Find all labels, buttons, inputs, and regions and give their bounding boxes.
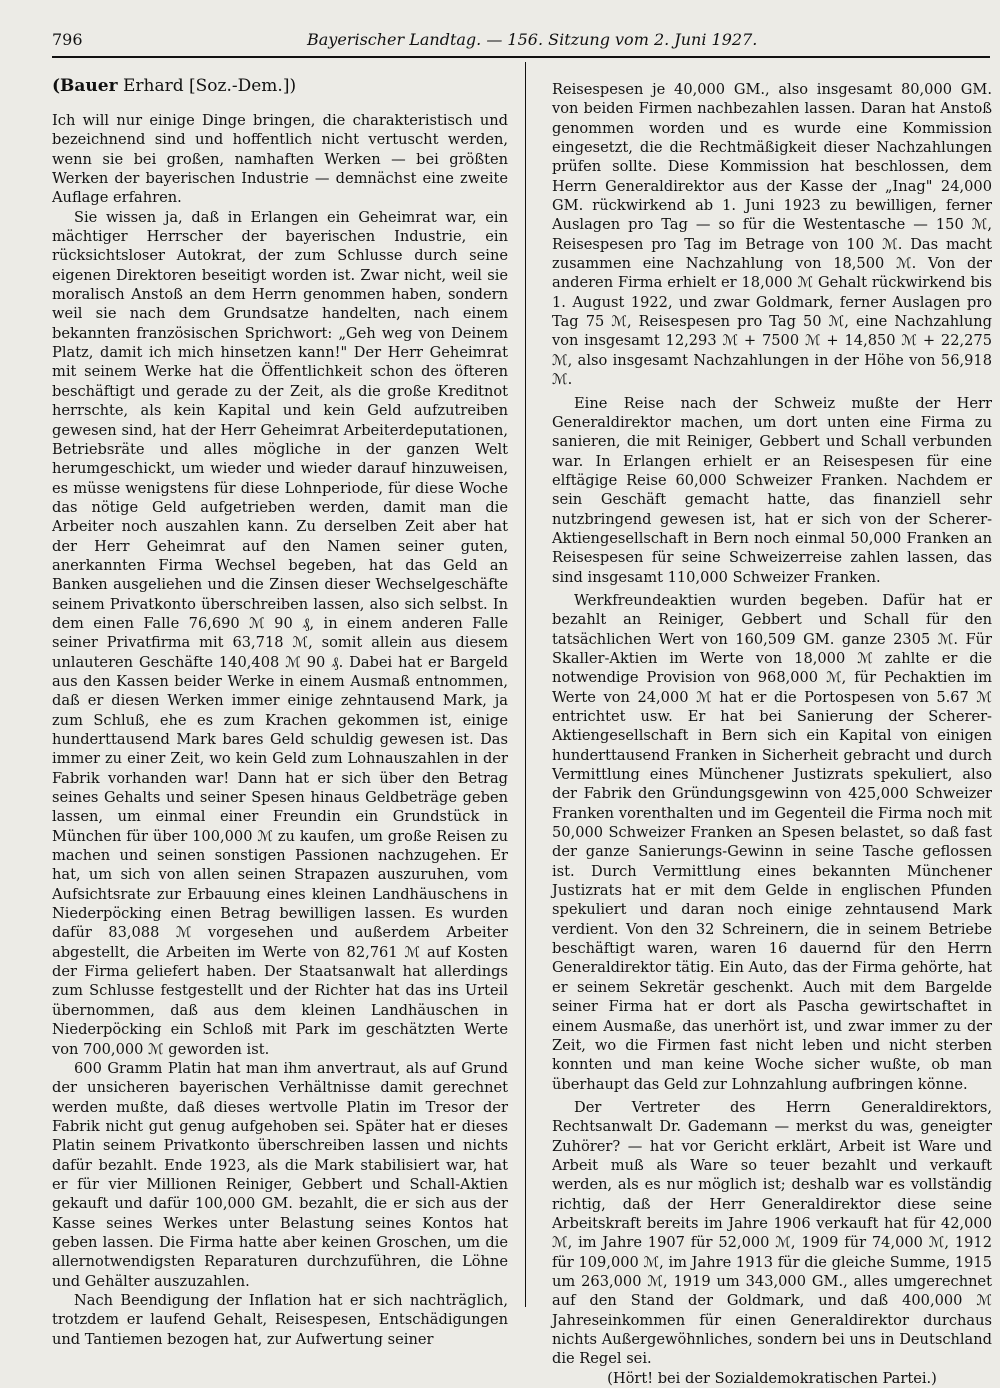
paragraph: Ich will nur einige Dinge bringen, die charakteristisch und bezeichnend sind und hoffentlich nicht vertuscht werden, wenn sie bei großen, namhaften Werken — bei größten Werken der bayerischen Industrie — demnächst eine zweite Auflage erfahren. xyxy=(52,112,508,207)
speaker-line xyxy=(52,75,508,97)
interjection: (Hört! bei der Sozialdemokratischen Partei.) xyxy=(607,1369,937,1387)
paragraph: Sie wissen ja, daß in Erlangen ein Geheimrat war, ein mächtiger Herrscher der bayerischen Industrie, ein rücksichtsloser Autokrat, der zum Schlusse durch seine eigenen Direktoren beseitigt worden ist. Zwar nicht, weil sie moralisch Anstoß an dem Herrn genommen haben, sondern weil sie nach dem Grundsatze handelten, nach einem bekannten französischen Sprichwort: „Geh weg von Deinem Platz, damit ich mich hinsetzen kann!" Der Herr Geheimrat mit seinem Werke hat die Öffentlichkeit schon des öfteren beschäftigt und gerade zu der Zeit, als die große Kreditnot herrschte, als kein Kapital und kein Geld aufzutreiben gewesen sind, hat der Herr Geheimrat Arbeiterdeputationen, Betriebsräte und alles mögliche in der ganzen Welt herumgeschickt, um wieder und wieder darauf hinzuweisen, es müsse wenigstens für diese Lohnperiode, für diese Woche das nötige Geld aufgetrieben werden, damit man die Arbeiter noch auszahlen kann. Zu derselben Zeit aber hat der Herr Geheimrat auf den Namen seiner guten, anerkannten Firma Wechsel begeben, hat das Geld an Banken ausgeliehen und die Zinsen dieser Wechselgeschäfte seinem Privatkonto überschreiben lassen, also sich selbst. In dem einen Falle 76,690 ℳ 90 ₰, in einem anderen Falle seiner Privatfirma mit 63,718 ℳ, somit allein aus diesem unlauteren Geschäfte 140,408 ℳ 90 ₰. Dabei hat er Bargeld aus den Kassen beider Werke in einem Ausmaß entnommen, daß er diesen Werken immer einige zehntausend Mark, ja zum Schluß, ehe es zum Krachen gekommen ist, einige hunderttausend Mark bares Geld schuldig gewesen ist. Das immer zu einer Zeit, wo kein Geld zum Lohnauszahlen in der Fabrik vorhanden war! Dann hat er sich über den Betrag seines Gehalts und seiner Spesen hinaus Geldbeträge geben lassen, um einmal einer Freundin ein Grundstück in München für über 100,000 ℳ zu kaufen, um große Reisen zu machen und seinen sonstigen Passionen nachzugehen. Er hat, um sich von allen seinen Strapazen auszuruhen, vom Aufsichtsrate zur Erbauung eines kleinen Landhäuschens in Niederpöcking einen Betrag bewilligen lassen. Es wurden dafür 83,088 ℳ vorgesehen und außerdem Arbeiter abgestellt, die Arbeiten im Werte von 82,761 ℳ auf Kosten der Firma geliefert haben. Der Staatsanwalt hat allerdings zum Schlusse festgestellt und der Richter hat das ins Urteil übernommen, daß aus dem kleinen Landhäuschen in Niederpöcking ein Schloß mit Park im geschätzten Werte von 700,000 ℳ geworden ist. xyxy=(52,208,508,1058)
paragraph: Eine Reise nach der Schweiz mußte der Herr Generaldirektor machen, um dort unten eine Firma zu sanieren, die mit Reiniger, Gebbert und Schall verbunden war. In Erlangen erhielt er an Reisespesen für eine elftägige Reise 60,000 Schweizer Franken. Nachdem er sein Geschäft gemacht hatte, das finanziell sehr nutzbringend gewesen ist, hat er sich von der Scherer-Aktiengesellschaft in Bern noch einmal 50,000 Franken an Reisespesen für seine Schweizerreise zahlen lassen, das sind insgesamt 110,000 Schweizer Franken. xyxy=(552,394,992,586)
paragraph: Nach Beendigung der Inflation hat er sich nachträglich, trotzdem er laufend Gehalt, Reisespesen, Entschädigungen und Tantiemen bezogen hat, zur Aufwertung seiner xyxy=(52,1291,508,1348)
left-column xyxy=(52,75,508,1349)
paragraph: Der Vertreter des Herrn Generaldirektors, Rechtsanwalt Dr. Gademann — merkst du was, geneigter Zuhörer? — hat vor Gericht erklärt, Arbeit ist Ware und Arbeit muß als Ware so teuer bezahlt und verkauft werden, als es nur möglich ist; deshalb war es vollständig richtig, daß der Herr Generaldirektor diese seine Arbeitskraft bereits im Jahre 1906 verkauft hat für 42,000 ℳ, im Jahre 1907 für 52,000 ℳ, 1909 für 74,000 ℳ, 1912 für 109,000 ℳ, im Jahre 1913 für die gleiche Summe, 1915 um 263,000 ℳ, 1919 um 343,000 GM., alles umgerechnet auf den Stand der Goldmark, und daß 400,000 ℳ Jahreseinkommen für einen Generaldirektor durchaus nichts Außergewöhnliches, sondern bei uns in Deutschland die Regel sei. xyxy=(552,1098,992,1368)
paragraph: 600 Gramm Platin hat man ihm anvertraut, als auf Grund der unsicheren bayerischen Verhältnisse damit gerechnet werden mußte, daß dieses wertvolle Platin im Tresor der Fabrik nicht gut genug aufgehoben sei. Später hat er dieses Platin seinem Privatkonto überschreiben lassen und nichts dafür bezahlt. Ende 1923, als die Mark stabilisiert war, hat er für vier Millionen Reiniger, Gebbert und Schall-Aktien gekauft und dafür 100,000 GM. bezahlt, die er sich aus der Kasse seines Werkes unter Belastung seines Kontos hat geben lassen. Die Firma hatte aber keinen Groschen, um die allernotwendigsten Reparaturen durchzuführen, die Löhne und Gehälter auszuzahlen. xyxy=(52,1059,508,1290)
speaker-name: (Bauer xyxy=(52,76,118,96)
right-column xyxy=(552,80,992,1388)
page-number: 796 xyxy=(52,30,83,49)
paragraph: Werkfreundeaktien wurden begeben. Dafür hat er bezahlt an Reiniger, Gebbert und Schall für den tatsächlichen Wert von 160,509 GM. ganze 2305 ℳ. Für Skaller-Aktien im Werte von 18,000 ℳ zahlte er die notwendige Provision von 968,000 ℳ, für Pechaktien im Werte von 24,000 ℳ hat er die Portospesen von 5.67 ℳ entrichtet usw. Er hat bei Sanierung der Scherer-Aktiengesellschaft in Bern sich ein Kapital von einigen hunderttausend Franken in Sicherheit gebracht und durch Vermittlung eines Münchener Justizrats spekuliert, also der Fabrik den Gründungsgewinn von 425,000 Schweizer Franken vorenthalten und im Gegenteil die Firma noch mit 50,000 Schweizer Franken an Spesen belastet, so daß fast der ganze Sanierungs-Gewinn in seine Tasche geflossen ist. Durch Vermittlung eines bekannten Münchener Justizrats hat er mit dem Gelde in englischen Pfunden spekuliert und daran noch einige zehntausend Mark verdient. Von den 32 Schreinern, die in seinem Betriebe beschäftigt waren, waren 16 dauernd für den Herrn Generaldirektor tätig. Ein Auto, das der Firma gehörte, hat er seinem Sekretär geschenkt. Auch mit dem Bargelde seiner Firma hat er dort als Pascha gewirtschaftet in einem Ausmaße, das unerhört ist, und zwar immer zu der Zeit, wo die Firmen fast nicht leben und nicht sterben konnten und man keine Woche sicher wußte, ob man überhaupt das Geld zur Lohnzahlung aufbringen könne. xyxy=(552,591,992,1093)
paragraph: Reisespesen je 40,000 GM., also insgesamt 80,000 GM. von beiden Firmen nachbezahlen lassen. Daran hat Anstoß genommen worden und es wurde eine Kommission eingesetzt, die die Rechtmäßigkeit dieser Nachzahlungen prüfen sollte. Diese Kommission hat beschlossen, dem Herrn Generaldirektor aus der Kasse der „Inag" 24,000 GM. rückwirkend ab 1. Juni 1923 zu bewilligen, ferner Auslagen pro Tag — so für die Westentasche — 150 ℳ, Reisespesen pro Tag im Betrage von 100 ℳ. Das macht zusammen eine Nachzahlung von 18,500 ℳ. Von der anderen Firma erhielt er 18,000 ℳ Gehalt rückwirkend bis 1. August 1922, und zwar Goldmark, ferner Auslagen pro Tag 75 ℳ, Reisespesen pro Tag 50 ℳ, eine Nachzahlung von insgesamt 12,293 ℳ + 7500 ℳ + 14,850 ℳ + 22,275 ℳ, also insgesamt Nachzahlungen in der Höhe von 56,918 ℳ. xyxy=(552,81,992,389)
speaker-affiliation: Erhard [Soz.-Dem.]) xyxy=(122,76,297,96)
page-header xyxy=(52,30,986,56)
column-divider xyxy=(525,62,526,1307)
header-rule xyxy=(52,56,990,58)
running-title: Bayerischer Landtag. — 156. Sitzung vom 2. Juni 1927. xyxy=(307,30,758,49)
